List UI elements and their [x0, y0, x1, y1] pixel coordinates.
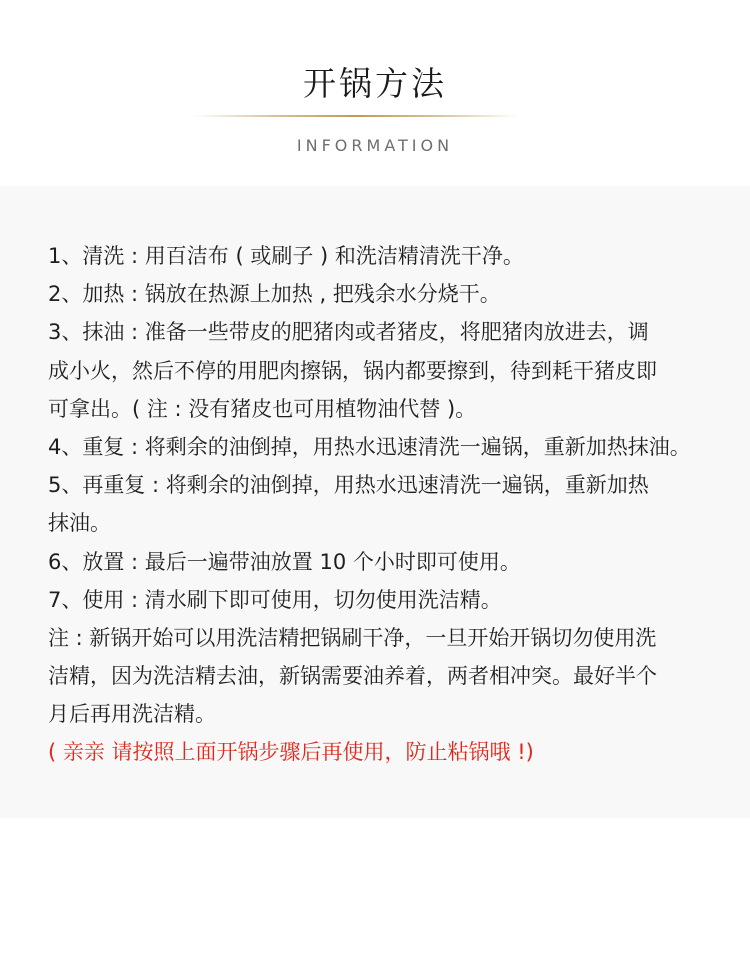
warning-note: ( 亲亲 请按照上面开锅步骤后再使用，防止粘锅哦 !): [48, 740, 534, 765]
instruction-line: 可拿出。( 注 : 没有猪皮也可用植物油代替 )。: [48, 396, 477, 421]
instruction-line: 5、再重复 : 将剩余的油倒掉，用热水迅速清洗一遍锅，重新加热: [48, 473, 649, 498]
instruction-line: 1、清洗 : 用百洁布 ( 或刷子 ) 和洗洁精清洗干净。: [48, 244, 524, 268]
page-title: 开锅方法: [303, 64, 447, 103]
instruction-line: 抹油。: [48, 511, 111, 536]
page-subtitle: INFORMATION: [296, 136, 454, 155]
instructions-body: [48, 237, 728, 772]
instruction-line: 7、使用 : 清水刷下即可使用，切勿使用洗洁精。: [48, 587, 502, 612]
instruction-line: 4、重复 : 将剩余的油倒掉，用热水迅速清洗一遍锅，重新加热抹油。: [48, 434, 691, 459]
instruction-line: 月后再用洗洁精。: [48, 702, 216, 727]
title-divider: [193, 115, 519, 117]
instruction-line: 成小火，然后不停的用肥肉擦锅，锅内都要擦到，待到耗干猪皮即: [48, 358, 657, 383]
instruction-line: 注 : 新锅开始可以用洗洁精把锅刷干净，一旦开始开锅切勿使用洗: [48, 625, 657, 650]
instruction-line: 洁精，因为洗洁精去油，新锅需要油养着，两者相冲突。最好半个: [48, 664, 657, 689]
instruction-line: 3、抹油 : 准备一些带皮的肥猪肉或者猪皮，将肥猪肉放进去，调: [48, 320, 649, 345]
instruction-line: 6、放置 : 最后一遍带油放置 10 个小时即可使用。: [48, 549, 521, 574]
instruction-line: 2、加热 : 锅放在热源上加热 , 把残余水分烧干。: [48, 282, 501, 307]
